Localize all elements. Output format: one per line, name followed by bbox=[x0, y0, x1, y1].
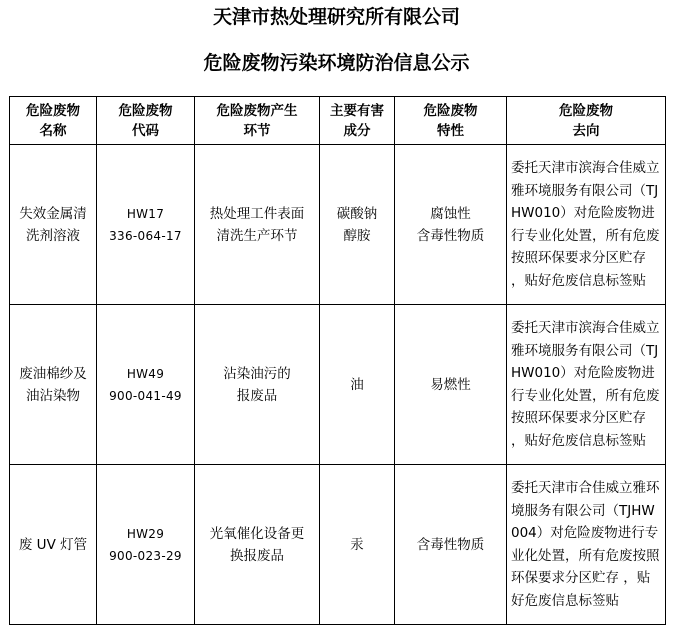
cell-waste-name: 废油棉纱及 油沾染物 bbox=[10, 305, 97, 465]
cell-waste-code: HW29 900-023-29 bbox=[97, 465, 195, 625]
cell-waste-code: HW49 900-041-49 bbox=[97, 305, 195, 465]
cell-waste-code: HW17 336-064-17 bbox=[97, 145, 195, 305]
header-waste-code bbox=[97, 97, 195, 145]
header-component bbox=[320, 97, 395, 145]
header-label: 主要有害 bbox=[330, 102, 384, 119]
header-label: 成分 bbox=[343, 122, 371, 139]
header-label: 危险废物产生 bbox=[216, 102, 298, 119]
header-label: 代码 bbox=[132, 122, 159, 139]
cell-waste-name: 废 UV 灯管 bbox=[10, 465, 97, 625]
cell-process: 沾染油污的 报废品 bbox=[195, 305, 320, 465]
header-property bbox=[395, 97, 507, 145]
hazardous-waste-table bbox=[9, 96, 666, 625]
cell-destination: 委托天津市滨海合佳威立雅环境服务有限公司（TJHW010）对危险废物进行专业化处置，所有危废按照环保要求分区贮存 ，贴好危废信息标签贴 bbox=[507, 145, 666, 305]
cell-destination: 委托天津市合佳威立雅环境服务有限公司（TJHW004）对危险废物进行专业化处置，所有危废按照环保要求分区贮存 ，贴好危废信息标签贴 bbox=[507, 465, 666, 625]
table-row bbox=[10, 305, 666, 465]
header-label: 危险废物 bbox=[118, 102, 173, 119]
cell-component: 汞 bbox=[320, 465, 395, 625]
cell-property: 含毒性物质 bbox=[395, 465, 507, 625]
table-row bbox=[10, 465, 666, 625]
header-label: 去向 bbox=[572, 122, 600, 139]
header-label: 特性 bbox=[437, 122, 464, 139]
header-label: 危险废物 bbox=[559, 102, 613, 119]
header-destination bbox=[507, 97, 666, 145]
document-subtitle: 危险废物污染环境防治信息公示 bbox=[203, 52, 470, 74]
table-header-row bbox=[10, 97, 666, 145]
cell-process: 热处理工件表面 清洗生产环节 bbox=[195, 145, 320, 305]
cell-destination: 委托天津市滨海合佳威立雅环境服务有限公司（TJHW010）对危险废物进行专业化处置，所有危废按照环保要求分区贮存 ，贴好危废信息标签贴 bbox=[507, 305, 666, 465]
document-title: 天津市热处理研究所有限公司 bbox=[212, 6, 460, 28]
table-row bbox=[10, 145, 666, 305]
header-label: 危险废物 bbox=[26, 102, 80, 119]
cell-component: 油 bbox=[320, 305, 395, 465]
header-label: 危险废物 bbox=[423, 102, 478, 119]
header-label: 环节 bbox=[243, 122, 271, 139]
cell-waste-name: 失效金属清 洗剂溶液 bbox=[10, 145, 97, 305]
header-label: 名称 bbox=[39, 122, 67, 139]
cell-property: 腐蚀性 含毒性物质 bbox=[395, 145, 507, 305]
header-process bbox=[195, 97, 320, 145]
header-waste-name bbox=[10, 97, 97, 145]
cell-component: 碳酸钠 醇胺 bbox=[320, 145, 395, 305]
cell-process: 光氧催化设备更 换报废品 bbox=[195, 465, 320, 625]
cell-property: 易燃性 bbox=[395, 305, 507, 465]
